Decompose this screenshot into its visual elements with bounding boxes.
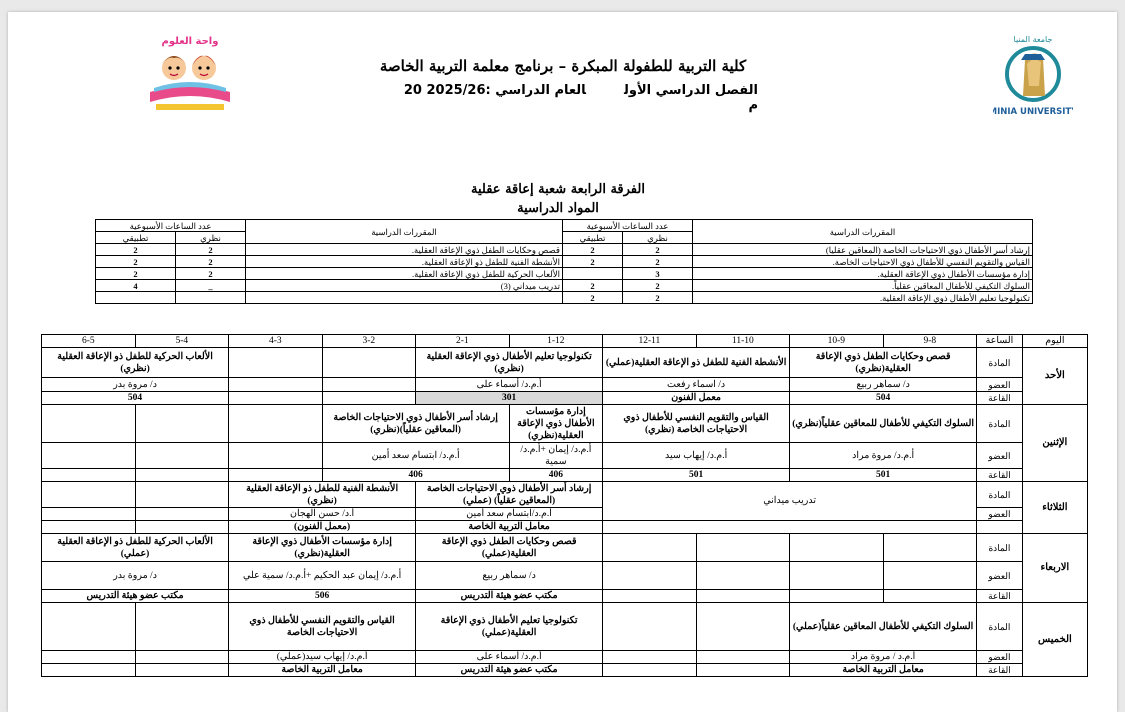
empty-cell xyxy=(883,562,977,590)
university-logo-arabic: جامعة المنيا xyxy=(1013,35,1053,44)
subject-cell: قصص وحكايات الطفل ذوي الإعاقة العقلية(عملي) xyxy=(416,534,603,562)
room-cell: مكتب عضو هيئة التدريس xyxy=(416,664,603,677)
course-name: تكنولوجيا تعليم الأطفال ذوي الإعاقة العقلية. xyxy=(693,292,1033,304)
theory-hours: 2 xyxy=(176,256,246,268)
courses-table xyxy=(95,219,1033,304)
row-label-staff: العضو xyxy=(977,378,1023,392)
empty-cell xyxy=(603,590,697,603)
practical-header: تطبيقي xyxy=(96,232,176,244)
table-row xyxy=(42,482,1088,508)
row-label-staff: العضو xyxy=(977,651,1023,664)
empty-cell xyxy=(229,392,323,405)
empty-cell xyxy=(603,651,697,664)
courses-col-header: المقررات الدراسية xyxy=(693,220,1033,244)
empty-cell xyxy=(42,482,136,508)
subject-cell: تكنولوجيا تعليم الأطفال ذوي الإعاقة العقلية(عملي) xyxy=(416,603,603,651)
time-slot: 10-9 xyxy=(790,335,884,348)
row-label-subject: المادة xyxy=(977,482,1023,508)
empty-cell xyxy=(322,348,416,378)
day-label: اليوم xyxy=(1045,336,1065,346)
empty-cell xyxy=(696,651,790,664)
empty-cell xyxy=(229,469,323,482)
row-label-staff: العضو xyxy=(977,508,1023,521)
subject-cell: إرشاد أسر الأطفال ذوي الاحتياجات الخاصة (المعاقين عقلياً) (عملي) xyxy=(416,482,603,508)
theory-hours: 3 xyxy=(623,268,693,280)
empty-cell xyxy=(696,534,790,562)
course-name: تدريب ميداني (3) xyxy=(246,280,563,292)
empty-cell xyxy=(176,292,246,304)
table-row xyxy=(42,405,1088,443)
time-slot: 1-12 xyxy=(509,335,603,348)
academic-year: العام الدراسي :2025/26 20 م xyxy=(403,83,758,113)
university-logo xyxy=(993,30,1073,120)
table-row xyxy=(42,590,1088,603)
time-slot: 9-8 xyxy=(883,335,977,348)
time-slot: 4-3 xyxy=(229,335,323,348)
empty-cell xyxy=(42,405,136,443)
practical-hours: 2 xyxy=(563,280,623,292)
subject-cell: الأنشطة الفنية للطفل ذو الإعاقة العقلية(عملي) xyxy=(603,348,790,378)
practical-hours: 2 xyxy=(96,256,176,268)
table-row xyxy=(42,521,1088,534)
university-logo-text: MINIA UNIVERSITY xyxy=(993,107,1073,117)
empty-cell xyxy=(696,562,790,590)
staff-cell: أ.م.د/ أسماء على xyxy=(416,651,603,664)
empty-cell xyxy=(883,534,977,562)
group-name: الفرقة الرابعة شعبة إعاقة عقلية xyxy=(471,182,645,197)
staff-cell: د/ اسماء رفعت xyxy=(603,378,790,392)
row-label-subject: المادة xyxy=(977,534,1023,562)
staff-cell: أ.م.د/ أسماء على xyxy=(416,378,603,392)
weekly-schedule-table xyxy=(41,334,1088,677)
room-cell: معامل التربية الخاصة xyxy=(790,664,977,677)
staff-cell: أ.م.د/ إيهاب سيد(عملي) xyxy=(229,651,416,664)
empty-cell xyxy=(96,292,176,304)
day-sunday: الأحد xyxy=(1022,348,1087,405)
empty-cell xyxy=(135,405,229,443)
empty-cell xyxy=(135,521,229,534)
row-label-staff: العضو xyxy=(977,562,1023,590)
subject-cell: إدارة مؤسسات الأطفال ذوي الإعاقة العقلية(نظري) xyxy=(229,534,416,562)
row-label-room: القاعة xyxy=(977,664,1023,677)
subject-cell: السلوك التكيفي للأطفال للمعاقين عقلياً(نظري) xyxy=(790,405,977,443)
table-row xyxy=(42,562,1088,590)
course-name: السلوك التكيفي للأطفال المعاقين عقلياً. xyxy=(693,280,1033,292)
empty-cell xyxy=(603,534,697,562)
time-slot: 3-2 xyxy=(322,335,416,348)
time-label: الساعة xyxy=(977,335,1023,348)
staff-cell: أ.م.د/ابتسام سعد أمين xyxy=(416,508,603,521)
theory-hours: 2 xyxy=(623,244,693,256)
subject-cell: الألعاب الحركية للطفل ذو الإعاقة العقلية (نظري) xyxy=(42,348,229,378)
table-row xyxy=(42,664,1088,677)
subject-cell: تدريب ميداني xyxy=(603,482,977,521)
staff-cell: د/ مروة بدر xyxy=(42,378,229,392)
theory-hours: 2 xyxy=(176,268,246,280)
empty-cell xyxy=(883,590,977,603)
empty-cell xyxy=(603,562,697,590)
empty-cell xyxy=(603,521,977,534)
table-row xyxy=(96,268,1033,280)
empty-cell xyxy=(229,348,323,378)
table-row xyxy=(42,469,1088,482)
empty-cell xyxy=(42,651,136,664)
row-label-staff: العضو xyxy=(977,443,1023,469)
empty-cell xyxy=(696,603,790,651)
course-name: القياس والتقويم النفسي للأطفال ذوي الاحتياجات الخاصة. xyxy=(693,256,1033,268)
semester-label: الفصل الدراسي الأول xyxy=(624,83,758,98)
room-cell: معمل الفنون xyxy=(603,392,790,405)
empty-cell xyxy=(696,590,790,603)
staff-cell: أ.م.د/ إيهاب سيد xyxy=(603,443,790,469)
empty-cell xyxy=(135,482,229,508)
subject-cell: السلوك التكيفي للأطفال المعاقين عقلياً(عملي) xyxy=(790,603,977,651)
time-header-row xyxy=(42,335,1088,348)
subject-cell: الأنشطة الفنية للطفل ذو الإعاقة العقلية (نظري) xyxy=(229,482,416,508)
table-row xyxy=(96,244,1033,256)
empty-cell xyxy=(696,664,790,677)
staff-cell: أ.م.د/ مروة مراد xyxy=(790,443,977,469)
room-cell: 501 xyxy=(603,469,790,482)
empty-cell xyxy=(229,405,323,443)
day-header xyxy=(1022,335,1087,348)
row-label-subject: المادة xyxy=(977,405,1023,443)
row-label-subject: المادة xyxy=(977,348,1023,378)
course-name: قصص وحكايات الطفل ذوي الإعاقة العقلية. xyxy=(246,244,563,256)
row-label-room: القاعة xyxy=(977,590,1023,603)
table-row xyxy=(42,348,1088,378)
empty-cell xyxy=(790,534,884,562)
time-slot: 12-11 xyxy=(603,335,697,348)
empty-cell xyxy=(135,469,229,482)
table-row xyxy=(42,534,1088,562)
room-cell: 406 xyxy=(322,469,509,482)
practical-hours: 2 xyxy=(563,292,623,304)
practical-header: تطبيقي xyxy=(563,232,623,244)
practical-hours: 4 xyxy=(96,280,176,292)
day-wednesday: الاربعاء xyxy=(1022,534,1087,603)
row-label-room: القاعة xyxy=(977,469,1023,482)
theory-header: نظري xyxy=(176,232,246,244)
staff-cell: أ.م.د/ ابتسام سعد أمين xyxy=(322,443,509,469)
row-label-room: القاعة xyxy=(977,392,1023,405)
subject-cell: القياس والتقويم النفسي للأطفال ذوي الاحتياجات الخاصة (نظري) xyxy=(603,405,790,443)
room-cell: معامل التربية الخاصة xyxy=(229,664,416,677)
room-cell: 301 xyxy=(416,392,603,405)
staff-cell: د/ سماهر ربيع xyxy=(416,562,603,590)
practical-hours: 2 xyxy=(96,244,176,256)
empty-cell xyxy=(135,651,229,664)
hours-col-header: عدد الساعات الأسبوعية xyxy=(563,220,693,232)
day-thursday: الخميس xyxy=(1022,603,1087,677)
subject-cell: تكنولوجيا تعليم الأطفال ذوي الإعاقة العقلية (نظري) xyxy=(416,348,603,378)
day-monday: الإثنين xyxy=(1022,405,1087,482)
table-row xyxy=(42,392,1088,405)
table-row xyxy=(96,292,1033,304)
table-row xyxy=(42,443,1088,469)
room-cell: (معمل الفنون) xyxy=(229,521,416,534)
empty-cell xyxy=(229,378,323,392)
hours-col-header: عدد الساعات الأسبوعية xyxy=(96,220,246,232)
subject-cell: إرشاد أسر الأطفال ذوي الاحتياجات الخاصة (المعاقين عقلياً)(نظري) xyxy=(322,405,509,443)
time-slot: 2-1 xyxy=(416,335,510,348)
empty-cell xyxy=(42,443,136,469)
time-slot: 6-5 xyxy=(42,335,136,348)
time-slot: 5-4 xyxy=(135,335,229,348)
empty-cell xyxy=(322,378,416,392)
course-name: الألعاب الحركية للطفل ذوي الإعاقة العقلية. xyxy=(246,268,563,280)
subject-cell: القياس والتقويم النفسي للأطفال ذوي الاحتياجات الخاصة xyxy=(229,603,416,651)
document-title: كلية التربية للطفولة المبكرة – برنامج معلمة التربية الخاصة xyxy=(379,57,747,75)
subject-cell: الألعاب الحركية للطفل ذو الإعاقة العقلية (عملي) xyxy=(42,534,229,562)
courses-heading: المواد الدراسية xyxy=(517,201,599,216)
table-row xyxy=(42,603,1088,651)
empty-cell xyxy=(246,292,563,304)
staff-cell: أ.م.د / مروة مراد xyxy=(790,651,977,664)
practical-hours xyxy=(563,268,623,280)
school-logo-text: واحة العلوم xyxy=(161,36,219,47)
empty-cell xyxy=(790,590,884,603)
table-row xyxy=(96,280,1033,292)
course-name: إرشاد أسر الأطفال ذوي الاحتياجات الخاصة (المعاقين عقليا) xyxy=(693,244,1033,256)
empty-cell xyxy=(135,603,229,651)
room-cell: 501 xyxy=(790,469,977,482)
table-row xyxy=(42,651,1088,664)
theory-hours: 2 xyxy=(176,244,246,256)
staff-cell: د/ مروة بدر xyxy=(42,562,229,590)
courses-col-header: المقررات الدراسية xyxy=(246,220,563,244)
group-title xyxy=(438,180,678,218)
table-row xyxy=(42,378,1088,392)
empty-cell xyxy=(42,603,136,651)
time-slot: 11-10 xyxy=(696,335,790,348)
theory-header: نظري xyxy=(623,232,693,244)
course-name: الأنشطة الفنية للطفل ذو الإعاقة العقلية. xyxy=(246,256,563,268)
room-cell: 504 xyxy=(42,392,229,405)
subject-cell: إدارة مؤسسات الأطفال ذوي الإعاقة العقلية(نظري) xyxy=(509,405,603,443)
practical-hours: 2 xyxy=(563,244,623,256)
staff-cell: د/ سماهر ربيع xyxy=(790,378,977,392)
empty-cell xyxy=(42,664,136,677)
course-name: إدارة مؤسسات الأطفال ذوي الإعاقة العقلية. xyxy=(693,268,1033,280)
empty-cell xyxy=(42,469,136,482)
empty-cell xyxy=(603,664,697,677)
room-cell: 406 xyxy=(509,469,603,482)
empty-cell xyxy=(790,562,884,590)
school-logo xyxy=(144,32,236,116)
subject-cell: قصص وحكايات الطفل ذوي الإعاقة العقلية(نظري) xyxy=(790,348,977,378)
theory-hours: _ xyxy=(176,280,246,292)
empty-cell xyxy=(603,603,697,651)
practical-hours: 2 xyxy=(96,268,176,280)
room-cell: 506 xyxy=(229,590,416,603)
day-tuesday: الثلاثاء xyxy=(1022,482,1087,534)
empty-cell xyxy=(135,664,229,677)
staff-cell: أ.د/ حسن الهجان xyxy=(229,508,416,521)
staff-cell: أ.م.د/ إيمان عبد الحكيم +أ.م.د/ سمية علي xyxy=(229,562,416,590)
empty-cell xyxy=(42,508,136,521)
room-cell: 504 xyxy=(790,392,977,405)
theory-hours: 2 xyxy=(623,256,693,268)
room-cell: مكتب عضو هيئة التدريس xyxy=(42,590,229,603)
empty-cell xyxy=(322,392,416,405)
empty-cell xyxy=(42,521,136,534)
theory-hours: 2 xyxy=(623,292,693,304)
document-page xyxy=(8,12,1117,712)
room-cell: معامل التربية الخاصة xyxy=(416,521,603,534)
semester-line xyxy=(368,83,758,113)
theory-hours: 2 xyxy=(623,280,693,292)
staff-cell: أ.م.د/ إيمان +أ.م.د/ سمية xyxy=(509,443,603,469)
row-label-room xyxy=(977,521,1023,534)
empty-cell xyxy=(135,508,229,521)
empty-cell xyxy=(135,443,229,469)
empty-cell xyxy=(229,443,323,469)
practical-hours: 2 xyxy=(563,256,623,268)
table-row xyxy=(96,256,1033,268)
room-cell: مكتب عضو هيئة التدريس xyxy=(416,590,603,603)
row-label-subject: المادة xyxy=(977,603,1023,651)
